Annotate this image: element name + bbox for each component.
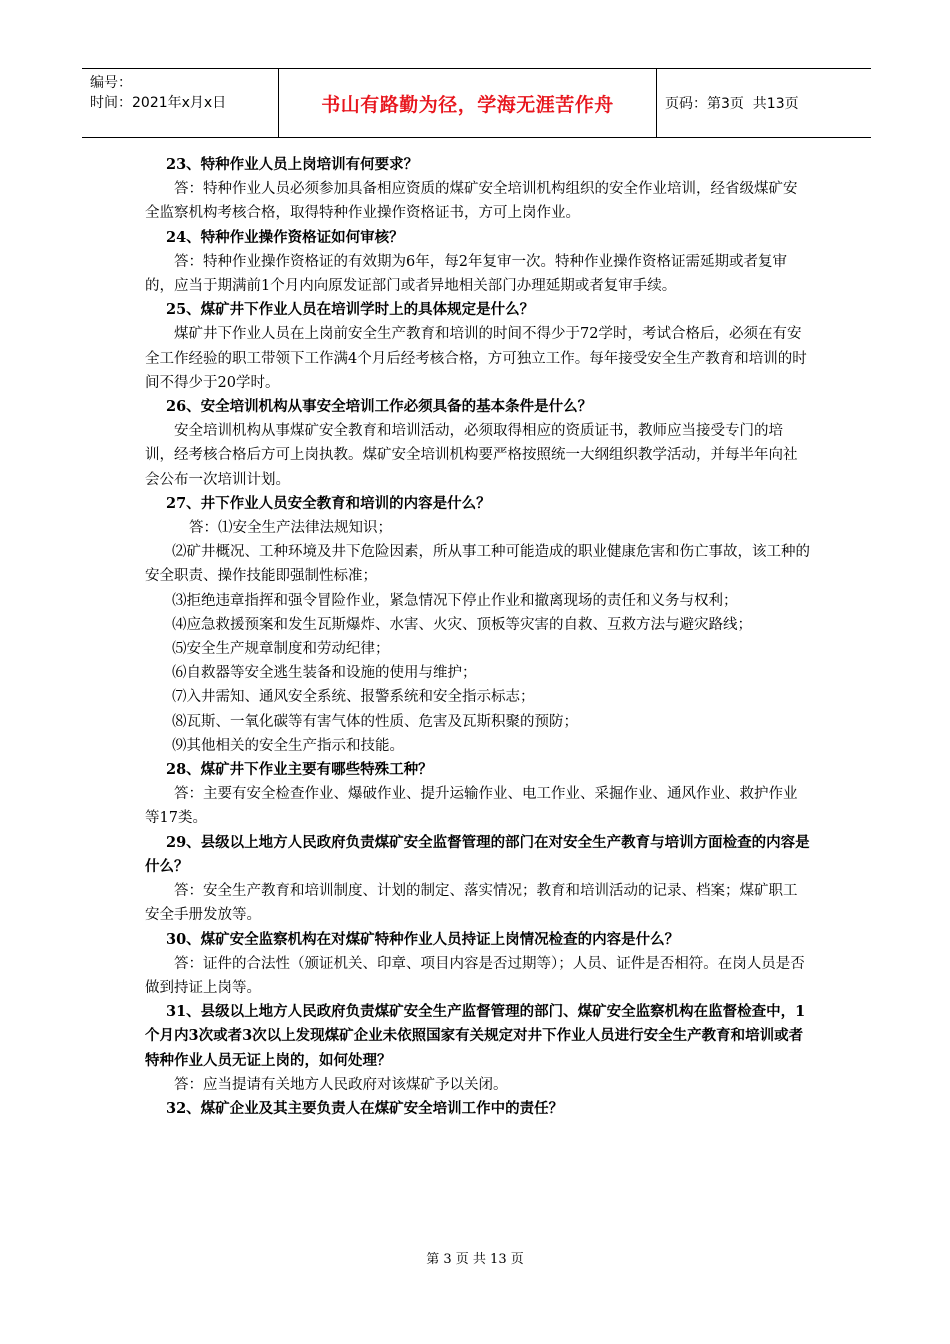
document-date: 时间：2021年x月x日: [90, 95, 227, 111]
answer-list-item: ⑹自救器等安全逃生装备和设施的使用与维护；: [172, 665, 477, 682]
document-body: [145, 153, 810, 1121]
answer-list-item: ⑼其他相关的安全生产指示和技能。: [172, 737, 404, 754]
answer-paragraph: 答：应当提请有关地方人民政府对该煤矿予以关闭。: [174, 1076, 508, 1093]
question-heading: 30、煤矿安全监察机构在对煤矿特种作业人员持证上岗情况检查的内容是什么？: [166, 930, 680, 948]
answer-paragraph: 煤矿井下作业人员在上岗前安全生产教育和培训的时间不得少于72学时，考试合格后，必须在有安全工作经验的职工带领下工作满4个月后经考核合格，方可独立工作。每年接受安全生产教育和培训的时间不得少于20学时。: [145, 326, 807, 391]
page-header: [82, 68, 871, 138]
question-heading: 23、特种作业人员上岗培训有何要求？: [166, 156, 419, 173]
page-info-text: 页码：第3页 共13页: [665, 96, 799, 112]
question-heading: 24、特种作业操作资格证如何审核？: [166, 228, 404, 246]
header-page-info: [657, 69, 871, 137]
answer-list-item: ⑺入井需知、通风安全系统、报警系统和安全指示标志；: [172, 689, 535, 706]
answer-paragraph: 安全培训机构从事煤矿安全教育和培训活动，必须取得相应的资质证书，教师应当接受专门的培训，经考核合格后方可上岗执教。煤矿安全培训机构要严格按照统一大纲组织教学活动，并每半年向社会公布一次培训计划。: [145, 423, 798, 488]
answer-paragraph: 答：主要有安全检查作业、爆破作业、提升运输作业、电工作业、采掘作业、通风作业、救护作业等17类。: [145, 786, 798, 827]
question-heading: 29、县级以上地方人民政府负责煤矿安全监督管理的部门在对安全生产教育与培训方面检查的内容是什么？: [145, 833, 810, 875]
answer-paragraph: 答：证件的合法性（颁证机关、印章、项目内容是否过期等）；人员、证件是否相符。在岗人员是否做到持证上岗等。: [145, 955, 805, 996]
answer-list-item: ⑶拒绝违章指挥和强令冒险作业，紧急情况下停止作业和撤离现场的责任和义务与权利；: [172, 592, 738, 609]
answer-list-item: 答：⑴安全生产法律法规知识；: [189, 520, 392, 537]
question-heading: 27、井下作业人员安全教育和培训的内容是什么？: [166, 494, 491, 512]
answer-paragraph: 答：安全生产教育和培训制度、计划的制定、落实情况；教育和培训活动的记录、档案；煤矿职工安全手册发放等。: [145, 883, 798, 924]
answer-list-item: ⑷应急救援预案和发生瓦斯爆炸、水害、火灾、顶板等灾害的自救、互救方法与避灾路线；: [172, 616, 752, 633]
answer-paragraph: 答：特种作业人员必须参加具备相应资质的煤矿安全培训机构组织的安全作业培训，经省级煤矿安全监察机构考核合格，取得特种作业操作资格证书，方可上岗作业。: [145, 181, 798, 222]
document-number-label: 编号：: [90, 75, 132, 91]
question-heading: 32、煤矿企业及其主要负责人在煤矿安全培训工作中的责任？: [166, 1099, 564, 1117]
question-heading: 28、煤矿井下作业主要有哪些特殊工种？: [166, 761, 433, 779]
answer-list-item: ⑵矿井概况、工种环境及井下危险因素，所从事工种可能造成的职业健康危害和伤亡事故，该工种的安全职责、操作技能即强制性标准；: [145, 544, 810, 585]
page-footer: 第 3 页 共 13 页: [426, 1252, 524, 1267]
answer-paragraph: 答：特种作业操作资格证的有效期为6年，每2年复审一次。特种作业操作资格证需延期或者复审的，应当于期满前1个月内向原发证部门或者异地相关部门办理延期或者复审手续。: [145, 253, 787, 295]
question-heading: 26、安全培训机构从事安全培训工作必须具备的基本条件是什么？: [166, 398, 593, 416]
motto-text: 书山有路勤为径，学海无涯苦作舟: [321, 93, 614, 116]
header-motto: [279, 69, 657, 137]
answer-list-item: ⑸安全生产规章制度和劳动纪律；: [172, 641, 390, 658]
header-meta: [82, 69, 279, 137]
answer-list-item: ⑻瓦斯、一氧化碳等有害气体的性质、危害及瓦斯积聚的预防；: [172, 713, 578, 730]
question-heading: 31、县级以上地方人民政府负责煤矿安全生产监督管理的部门、煤矿安全监察机构在监督检查中，1个月内3次或者3次以上发现煤矿企业未依照国家有关规定对井下作业人员进行安全生产教育和培训或者特种作业人员无证上岗的，如何处理？: [145, 1003, 806, 1069]
question-heading: 25、煤矿井下作业人员在培训学时上的具体规定是什么？: [166, 301, 535, 319]
